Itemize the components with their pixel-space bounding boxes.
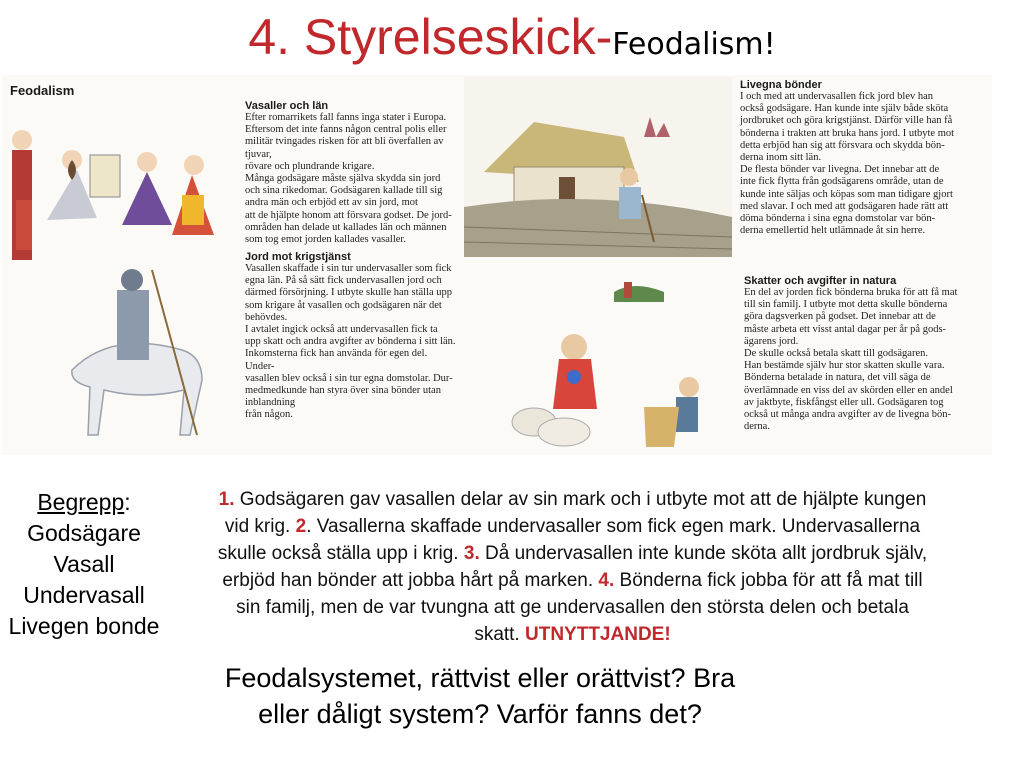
section-vasaller-text: Efter romarrikets fall fanns inga stater i Europa. Eftersom det inte fanns någon central polis eller militär tvingades risken för att bli överfallen av tjuvar, rövare och plundrande krigare. Många godsägare måste själva skydda sin jord och sina rikedomar. Godsägaren kallade till sig andra män och erbjöd ett av sin jord, mot att de hjälpte honom att försvara godset. De jord- områden han delade ut kallades län och männen som tog emot jorden kallades vasaller. xyxy=(245,112,452,246)
begrepp-list xyxy=(0,487,168,642)
section-jord-heading: Jord mot krigstjänst xyxy=(245,251,351,263)
summary-number: 2 xyxy=(295,516,307,537)
section-skatter-heading: Skatter och avgifter in natura xyxy=(744,275,897,287)
summary-highlight: UTNYTTJANDE! xyxy=(525,624,671,645)
summary-paragraph: 1. Godsägaren gav vasallen delar av sin mark och i utbyte mot att de hjälpte kungen vid krig. 2. Vasallerna skaffade undervasaller som fick egen mark. Undervasallerna skulle också ställa upp i krig. 3. Då undervasallen inte kunde sköta allt jordbruk själv, erbjöd han bönder att jobba hårt på marken. 4. Bönderna fick jobba för att få mat till sin familj, men de var tvungna att ge undervasallen den största delen och betala skatt. UTNYTTJANDE! xyxy=(217,489,928,645)
begrepp-term: Vasall xyxy=(53,551,115,577)
section-livegna-text: I och med att undervasallen fick jord blev han också godsägare. Han kunde inte själv både sköta jordbruket och göra krigstjänst. Därför ville han få bönderna i trakten att bruka hans jord. I utbyte mot detta erbjöd han sig att försvara och skydda bön- derna inom sitt län. De flesta bönder var livegna. Det innebar att de inte fick flytta från godsägarens område, utan de kunde inte säljas och köpas som man tidigare gjort med slavar. I och med att godsägaren hade rätt att döma bönderna i sina egna domstolar var bön- derna emellertid helt utlämnade åt sin herre. xyxy=(740,91,955,237)
section-jord-text: Vasallen skaffade i sin tur undervasaller som fick egna län. På så sätt fick undervasallen jord och därmed försörjning. I utbyte skulle han ställa upp som krigare åt vasallen och godsägaren när det behövdes. I avtalet ingick också att undervasallen fick ta upp skatt och andra avgifter av bönderna i sitt län. Inkomsterna fick han använda för egen del. Under- vasallen blev också i sin tur egna domstolar. Dur- medmedkunde han styra över sina bönder utan inblandning från någon. xyxy=(245,263,456,421)
section-skatter-text: En del av jorden fick bönderna bruka för att få mat till sin familj. I utbyte mot detta skulle bönderna göra dagsverken på godset. Det innebar att de måste arbeta ett visst antal dagar per år på gods- ägarens jord. De skulle också betala skatt till godsägaren. Han bestämde själv hur stor skatten skulle vara. Bönderna betalade in natura, det vill säga de överlämnade en viss del av skörden eller en andel av jaktbyte, fiskfångst eller ull. Godsägaren tog också ut många andra avgifter av de livegna bön- derna. xyxy=(744,287,958,433)
slide-title xyxy=(0,8,1024,66)
lords-knight-illustration xyxy=(2,100,230,445)
section-vasaller-heading: Vasaller och län xyxy=(245,100,329,112)
peasants-field-illustration xyxy=(464,77,732,455)
slide-title-main: 4. Styrelseskick- xyxy=(248,9,613,65)
textbook-scan xyxy=(2,75,992,455)
section-jord xyxy=(245,251,457,422)
section-vasaller xyxy=(245,100,457,246)
discussion-question: Feodalsystemet, rättvist eller orättvist? Bra eller dåligt system? Varför fanns det? xyxy=(224,663,736,729)
section-livegna xyxy=(740,79,990,237)
summary-number: 4. xyxy=(598,570,615,591)
begrepp-heading: Begrepp: xyxy=(37,489,131,515)
summary-number: 1. xyxy=(218,489,235,510)
begrepp-term: Undervasall xyxy=(23,582,145,608)
begrepp-term: Godsägare xyxy=(27,520,141,546)
section-skatter xyxy=(744,275,990,433)
begrepp-term: Livegen bonde xyxy=(8,613,160,639)
scan-left-heading: Feodalism xyxy=(10,83,75,98)
summary-number: 3. xyxy=(463,543,480,564)
slide-title-sub: Feodalism! xyxy=(612,27,776,62)
section-livegna-heading: Livegna bönder xyxy=(740,79,822,91)
